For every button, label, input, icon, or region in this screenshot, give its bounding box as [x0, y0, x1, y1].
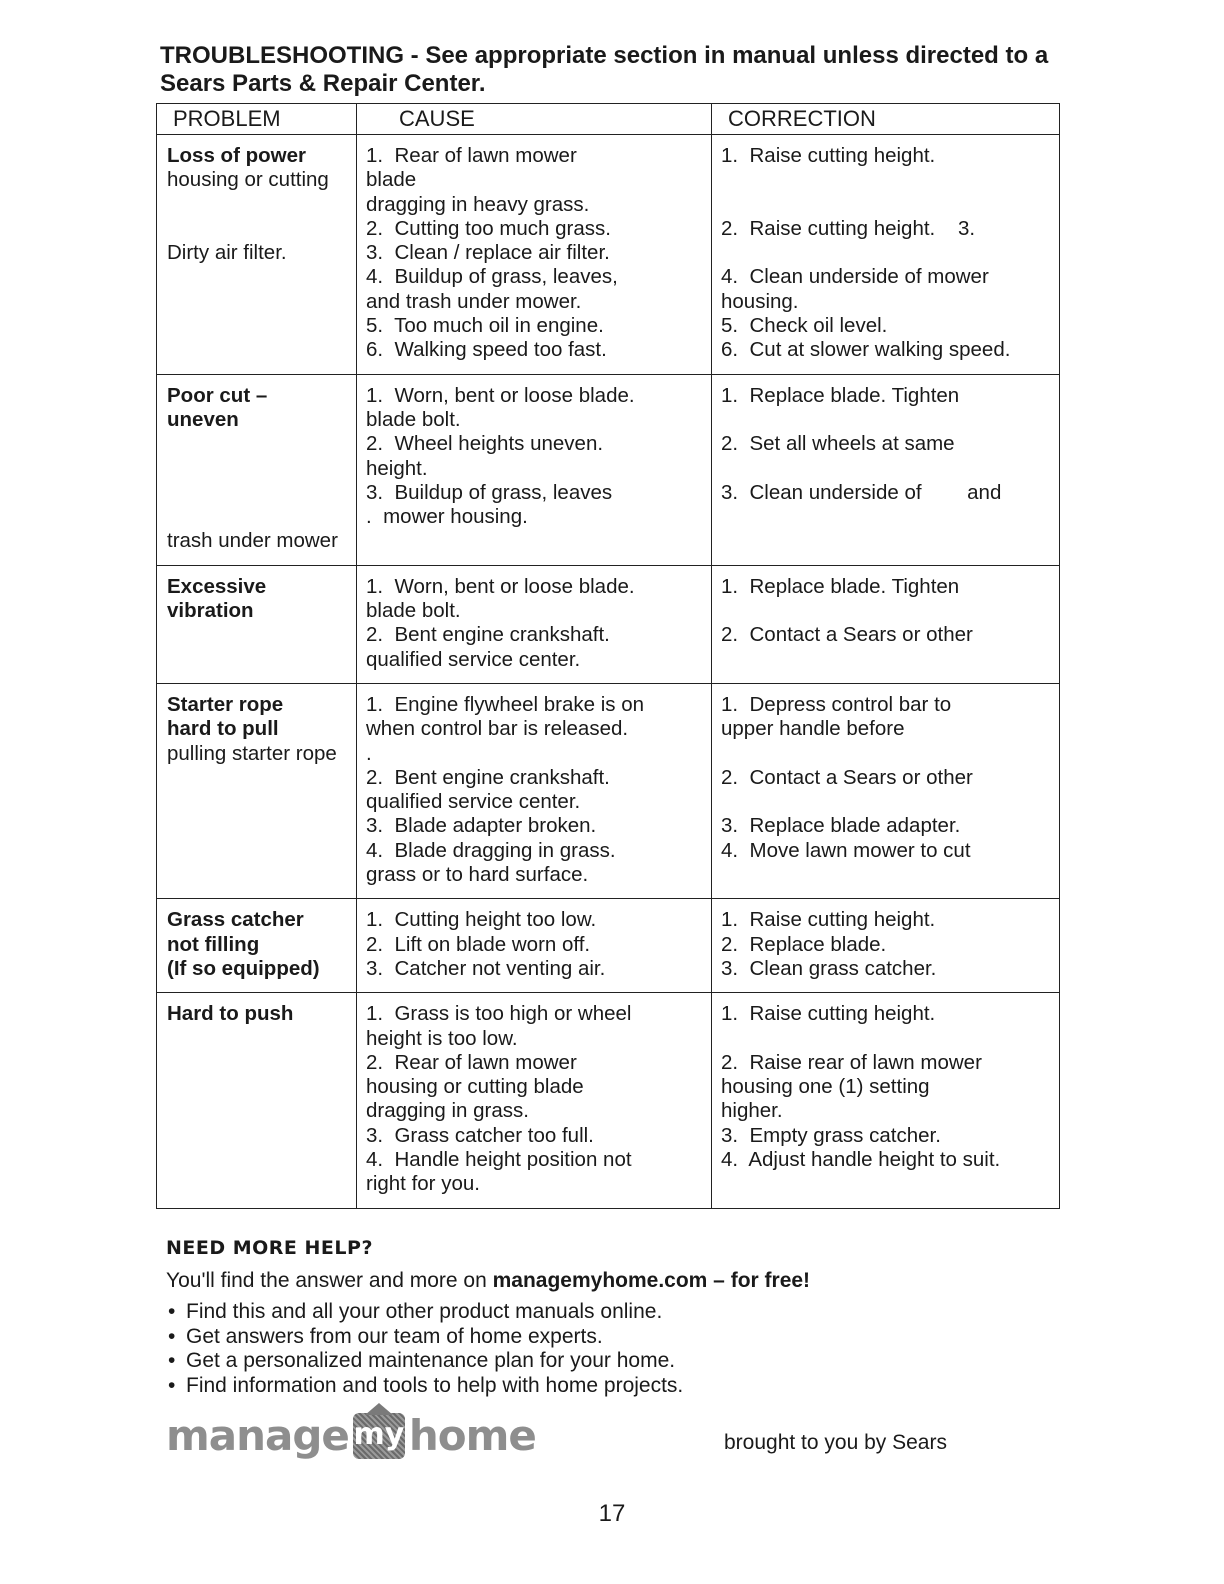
- correction-cell: [712, 899, 1060, 993]
- cause-line: 2. Cutting too much grass.: [366, 216, 611, 240]
- cause-line: 4. Blade dragging in grass.: [366, 838, 616, 862]
- page-number: 17: [598, 1500, 626, 1527]
- correction-line: 2. Replace blade.: [721, 932, 887, 956]
- cause-cell: [357, 565, 712, 683]
- bullet-icon: •: [168, 1349, 176, 1372]
- problem-extra-line: pulling starter rope: [167, 741, 337, 765]
- help-intro-text: You'll find the answer and more on: [166, 1269, 493, 1292]
- correction-line: 1. Raise cutting height.: [721, 908, 936, 932]
- cause-line: when control bar is released.: [366, 717, 629, 741]
- problem-name: Loss of power: [167, 144, 306, 167]
- roof-icon: [365, 1403, 393, 1415]
- correction-line: 3. Clean grass catcher.: [721, 956, 937, 980]
- correction-line: [721, 1172, 1051, 1196]
- cause-line: .: [366, 741, 372, 765]
- help-bullet: [166, 1374, 1066, 1399]
- correction-line: [721, 790, 1051, 814]
- tagline: brought to you by Sears: [724, 1431, 947, 1454]
- bullet-icon: •: [168, 1373, 176, 1397]
- problem-name: Poor cut –: [167, 383, 268, 407]
- correction-line: 2. Contact a Sears or other: [721, 623, 973, 647]
- help-bullet: [166, 1300, 1066, 1325]
- help-intro: [166, 1268, 1066, 1294]
- cause-line: 1. Grass is too high or wheel: [366, 1002, 632, 1026]
- problem-name: hard to pull: [167, 717, 279, 741]
- cause-line: blade bolt.: [366, 599, 461, 623]
- problem-extra-line: [167, 193, 348, 217]
- cause-line: . mower housing.: [366, 505, 528, 529]
- problem-cell: [157, 135, 357, 375]
- table-row: [157, 899, 1060, 993]
- correction-line: 3. Clean underside of and: [721, 480, 1002, 504]
- problem-extra-line: [167, 432, 348, 456]
- problem-name: Starter rope: [167, 692, 284, 716]
- help-bullet: [166, 1325, 1066, 1350]
- correction-line: 5. Check oil level.: [721, 314, 888, 338]
- cause-line: 2. Rear of lawn mower: [366, 1050, 577, 1074]
- help-section: [166, 1236, 1066, 1398]
- table-row: [157, 565, 1060, 683]
- correction-cell: [712, 135, 1060, 375]
- cause-line: grass or to hard surface.: [366, 863, 589, 887]
- correction-line: 1. Replace blade. Tighten: [721, 574, 960, 598]
- cause-line: blade: [366, 168, 417, 192]
- correction-line: upper handle before: [721, 717, 905, 741]
- help-bullet: [166, 1349, 1066, 1374]
- cause-line: 1. Engine flywheel brake is on: [366, 692, 645, 716]
- cause-line: 2. Lift on blade worn off.: [366, 932, 591, 956]
- logo-word-manage: manage: [166, 1411, 349, 1460]
- help-bullet-list: [166, 1300, 1066, 1398]
- bullet-icon: •: [168, 1300, 176, 1323]
- correction-line: 1. Depress control bar to: [721, 692, 952, 716]
- problem-extra-line: trash under mower: [167, 529, 338, 553]
- correction-line: [721, 168, 1051, 192]
- problem-extra-line: housing or cutting: [167, 168, 329, 192]
- cause-cell: [357, 899, 712, 993]
- problem-name: not filling: [167, 932, 260, 956]
- correction-line: [721, 863, 1051, 887]
- problem-name: Excessive: [167, 574, 267, 598]
- cause-line: 2. Bent engine crankshaft.: [366, 765, 610, 789]
- help-intro-link: managemyhome.com – for free!: [492, 1269, 811, 1292]
- cause-line: height is too low.: [366, 1026, 518, 1050]
- correction-cell: [712, 683, 1060, 898]
- table-row: [157, 374, 1060, 565]
- problem-extra-line: [167, 314, 348, 338]
- header-problem: PROBLEM: [157, 104, 357, 135]
- help-heading: NEED MORE HELP?: [166, 1237, 373, 1259]
- correction-line: [721, 599, 1051, 623]
- problem-extra-line: [167, 338, 348, 362]
- correction-line: [721, 241, 1051, 265]
- correction-line: 1. Raise cutting height.: [721, 1002, 936, 1026]
- correction-line: 6. Cut at slower walking speed.: [721, 338, 1011, 362]
- correction-line: 1. Replace blade. Tighten: [721, 383, 960, 407]
- cause-line: 1. Worn, bent or loose blade.: [366, 574, 635, 598]
- cause-line: dragging in grass.: [366, 1099, 529, 1123]
- correction-line: 4. Adjust handle height to suit.: [721, 1147, 1001, 1171]
- correction-line: 3. Empty grass catcher.: [721, 1123, 941, 1147]
- cause-line: qualified service center.: [366, 647, 581, 671]
- correction-cell: [712, 993, 1060, 1208]
- correction-line: 1. Raise cutting height.: [721, 144, 936, 167]
- problem-cell: [157, 993, 357, 1208]
- problem-name: vibration: [167, 599, 254, 623]
- cause-line: 2. Wheel heights uneven.: [366, 432, 604, 456]
- help-bullet-text: Get a personalized maintenance plan for your home.: [186, 1349, 676, 1372]
- correction-line: 3. Replace blade adapter.: [721, 814, 961, 838]
- problem-extra-line: [167, 457, 348, 481]
- correction-cell: [712, 374, 1060, 565]
- cause-line: 3. Clean / replace air filter.: [366, 241, 610, 265]
- correction-line: 4. Clean underside of mower: [721, 265, 989, 289]
- correction-line: higher.: [721, 1099, 783, 1123]
- troubleshooting-table: [156, 103, 1060, 1209]
- correction-line: 2. Raise rear of lawn mower: [721, 1050, 982, 1074]
- cause-line: housing or cutting blade: [366, 1075, 584, 1099]
- problem-extra-line: Dirty air filter.: [167, 241, 287, 265]
- correction-line: [721, 408, 1051, 432]
- correction-line: housing.: [721, 289, 799, 313]
- correction-line: [721, 648, 1051, 672]
- correction-line: 2. Raise cutting height. 3.: [721, 216, 976, 240]
- problem-name: Grass catcher: [167, 908, 304, 932]
- header-correction: CORRECTION: [712, 104, 1060, 135]
- table-header-row: [157, 104, 1060, 135]
- logo-word-my: my: [353, 1417, 405, 1452]
- cause-line: 3. Buildup of grass, leaves: [366, 480, 613, 504]
- problem-extra-line: [167, 505, 348, 529]
- problem-cell: [157, 683, 357, 898]
- cause-line: 3. Catcher not venting air.: [366, 956, 606, 980]
- cause-line: 4. Buildup of grass, leaves,: [366, 265, 618, 289]
- problem-name: (If so equipped): [167, 956, 320, 980]
- correction-line: 2. Set all wheels at same: [721, 432, 955, 456]
- table-row: [157, 683, 1060, 898]
- cause-line: 6. Walking speed too fast.: [366, 338, 607, 362]
- logo-word-home: home: [408, 1411, 536, 1460]
- table-row: [157, 993, 1060, 1208]
- cause-line: 3. Blade adapter broken.: [366, 814, 597, 838]
- header-cause: CAUSE: [357, 104, 712, 135]
- problem-extra-line: [167, 481, 348, 505]
- cause-cell: [357, 993, 712, 1208]
- cause-cell: [357, 374, 712, 565]
- cause-line: qualified service center.: [366, 790, 581, 814]
- help-bullet-text: Find this and all your other product manuals online.: [186, 1300, 663, 1323]
- cause-line: 3. Grass catcher too full.: [366, 1123, 594, 1147]
- correction-line: [721, 505, 1051, 529]
- cause-line: 4. Handle height position not: [366, 1147, 632, 1171]
- cause-line: 2. Bent engine crankshaft.: [366, 623, 610, 647]
- cause-line: 1. Cutting height too low.: [366, 908, 597, 932]
- cause-line: 5. Too much oil in engine.: [366, 314, 604, 338]
- cause-line: 1. Worn, bent or loose blade.: [366, 383, 635, 407]
- correction-line: [721, 457, 1051, 481]
- problem-cell: [157, 565, 357, 683]
- problem-extra-line: [167, 290, 348, 314]
- help-bullet-text: Find information and tools to help with home projects.: [186, 1373, 684, 1397]
- problem-extra-line: [167, 265, 348, 289]
- problem-cell: [157, 374, 357, 565]
- cause-line: height.: [366, 456, 428, 480]
- cause-line: 1. Rear of lawn mower: [366, 144, 577, 167]
- help-bullet-text: Get answers from our team of home experts.: [186, 1324, 603, 1348]
- problem-extra-line: [167, 217, 348, 241]
- correction-line: housing one (1) setting: [721, 1075, 930, 1099]
- cause-line: right for you.: [366, 1172, 480, 1196]
- problem-name: uneven: [167, 407, 239, 431]
- table-row: [157, 135, 1060, 375]
- cause-line: dragging in heavy grass.: [366, 192, 590, 216]
- cause-cell: [357, 683, 712, 898]
- bullet-icon: •: [168, 1324, 176, 1348]
- page-title: TROUBLESHOOTING - See appropriate section in manual unless directed to a Sears Parts & Repair Center.: [160, 42, 1049, 97]
- correction-line: [721, 1027, 1051, 1051]
- house-icon: [353, 1413, 405, 1459]
- correction-line: [721, 742, 1051, 766]
- cause-line: and trash under mower.: [366, 289, 582, 313]
- problem-name: Hard to push: [167, 1002, 294, 1026]
- correction-line: [721, 193, 1051, 217]
- correction-line: 2. Contact a Sears or other: [721, 765, 973, 789]
- cause-cell: [357, 135, 712, 375]
- problem-cell: [157, 899, 357, 993]
- correction-cell: [712, 565, 1060, 683]
- table-body: [157, 135, 1060, 1209]
- correction-line: 4. Move lawn mower to cut: [721, 838, 971, 862]
- cause-line: blade bolt.: [366, 407, 461, 431]
- managemyhome-logo: [166, 1408, 536, 1464]
